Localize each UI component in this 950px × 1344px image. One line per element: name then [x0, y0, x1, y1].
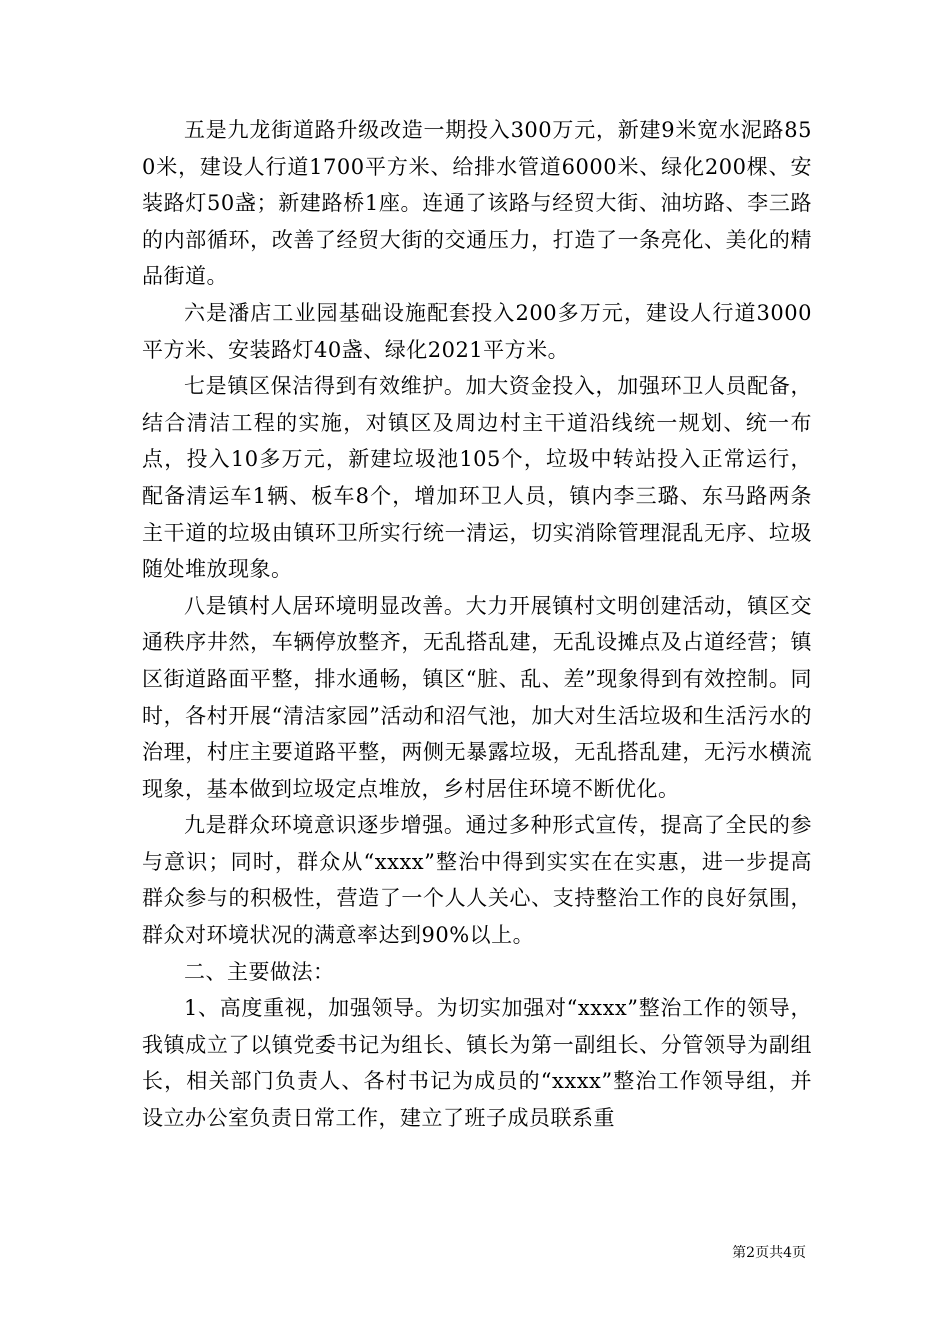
paragraph-item-9: 九是群众环境意识逐步增强。通过多种形式宣传，提高了全民的参与意识；同时，群众从“xxxx”整治中得到实实在在实惠，进一步提高群众参与的积极性，营造了一个人人关心、支持整治工作的良好氛围，群众对环境状况的满意率达到90%以上。	[142, 813, 812, 948]
paragraph-item-7: 七是镇区保洁得到有效维护。加大资金投入，加强环卫人员配备，结合清洁工程的实施，对镇区及周边村主干道沿线统一规划、统一布点，投入10多万元，新建垃圾池105个，垃圾中转站投入正常运行，配备清运车1辆、板车8个，增加环卫人员，镇内李三璐、东马路两条主干道的垃圾由镇环卫所实行统一清运，切实消除管理混乱无序、垃圾随处堆放现象。	[142, 374, 812, 582]
document-body	[142, 112, 812, 1137]
paragraph-item-5: 五是九龙街道路升级改造一期投入300万元，新建9米宽水泥路850米，建设人行道1700平方米、给排水管道6000米、绿化200棵、安装路灯50盏；新建路桥1座。连通了该路与经贸大街、油坊路、李三路的内部循环，改善了经贸大街的交通压力，打造了一条亮化、美化的精品街道。	[142, 118, 812, 289]
paragraph-item-6: 六是潘店工业园基础设施配套投入200多万元，建设人行道3000平方米、安装路灯40盏、绿化2021平方米。	[142, 300, 812, 362]
paragraph-practice-1: 1、高度重视，加强领导。为切实加强对“xxxx”整治工作的领导，我镇成立了以镇党委书记为组长、镇长为第一副组长、分管领导为副组长，相关部门负责人、各村书记为成员的“xxxx”整治工作领导组，并设立办公室负责日常工作，建立了班子成员联系重	[142, 996, 812, 1131]
section-heading-main-practices: 二、主要做法：	[184, 959, 335, 984]
paragraph-item-8: 八是镇村人居环境明显改善。大力开展镇村文明创建活动，镇区交通秩序井然，车辆停放整齐，无乱搭乱建，无乱设摊点及占道经营；镇区街道路面平整，排水通畅，镇区“脏、乱、差”现象得到有效控制。同时，各村开展“清洁家园”活动和沼气池，加大对生活垃圾和生活污水的治理，村庄主要道路平整，两侧无暴露垃圾，无乱搭乱建，无污水横流现象，基本做到垃圾定点堆放，乡村居住环境不断优化。	[142, 593, 812, 801]
page-number: 第2页共4页	[732, 1245, 806, 1261]
